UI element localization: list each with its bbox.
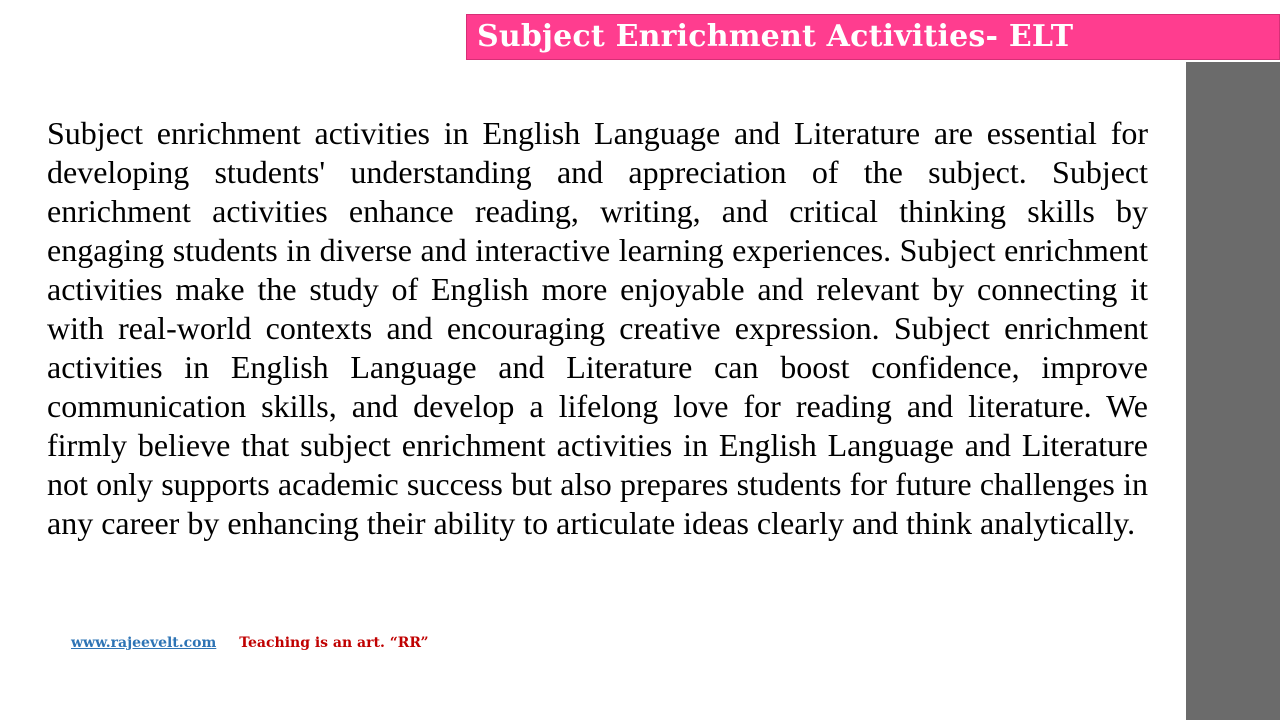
- footer-tagline: Teaching is an art. “RR”: [239, 635, 429, 651]
- footer: [71, 635, 429, 651]
- website-link[interactable]: www.rajeevelt.com: [71, 635, 217, 651]
- slide-title: Subject Enrichment Activities- ELT: [477, 19, 1074, 54]
- body-paragraph: Subject enrichment activities in English Language and Literature are essential for developing students' understanding and appreciation of the subject. Subject enrichment activities enhance reading, writing, and critical thinking skills by engaging students in diverse and interactive learning experiences. Subject enrichment activities make the study of English more enjoyable and relevant by connecting it with real-world contexts and encouraging creative expression. Subject enrichment activities in English Language and Literature can boost confidence, improve communication skills, and develop a lifelong love for reading and literature. We firmly believe that subject enrichment activities in English Language and Literature not only supports academic success but also prepares students for future challenges in any career by enhancing their ability to articulate ideas clearly and think analytically.: [47, 115, 1148, 541]
- side-decorative-bar: [1186, 0, 1280, 720]
- title-banner: [466, 14, 1280, 60]
